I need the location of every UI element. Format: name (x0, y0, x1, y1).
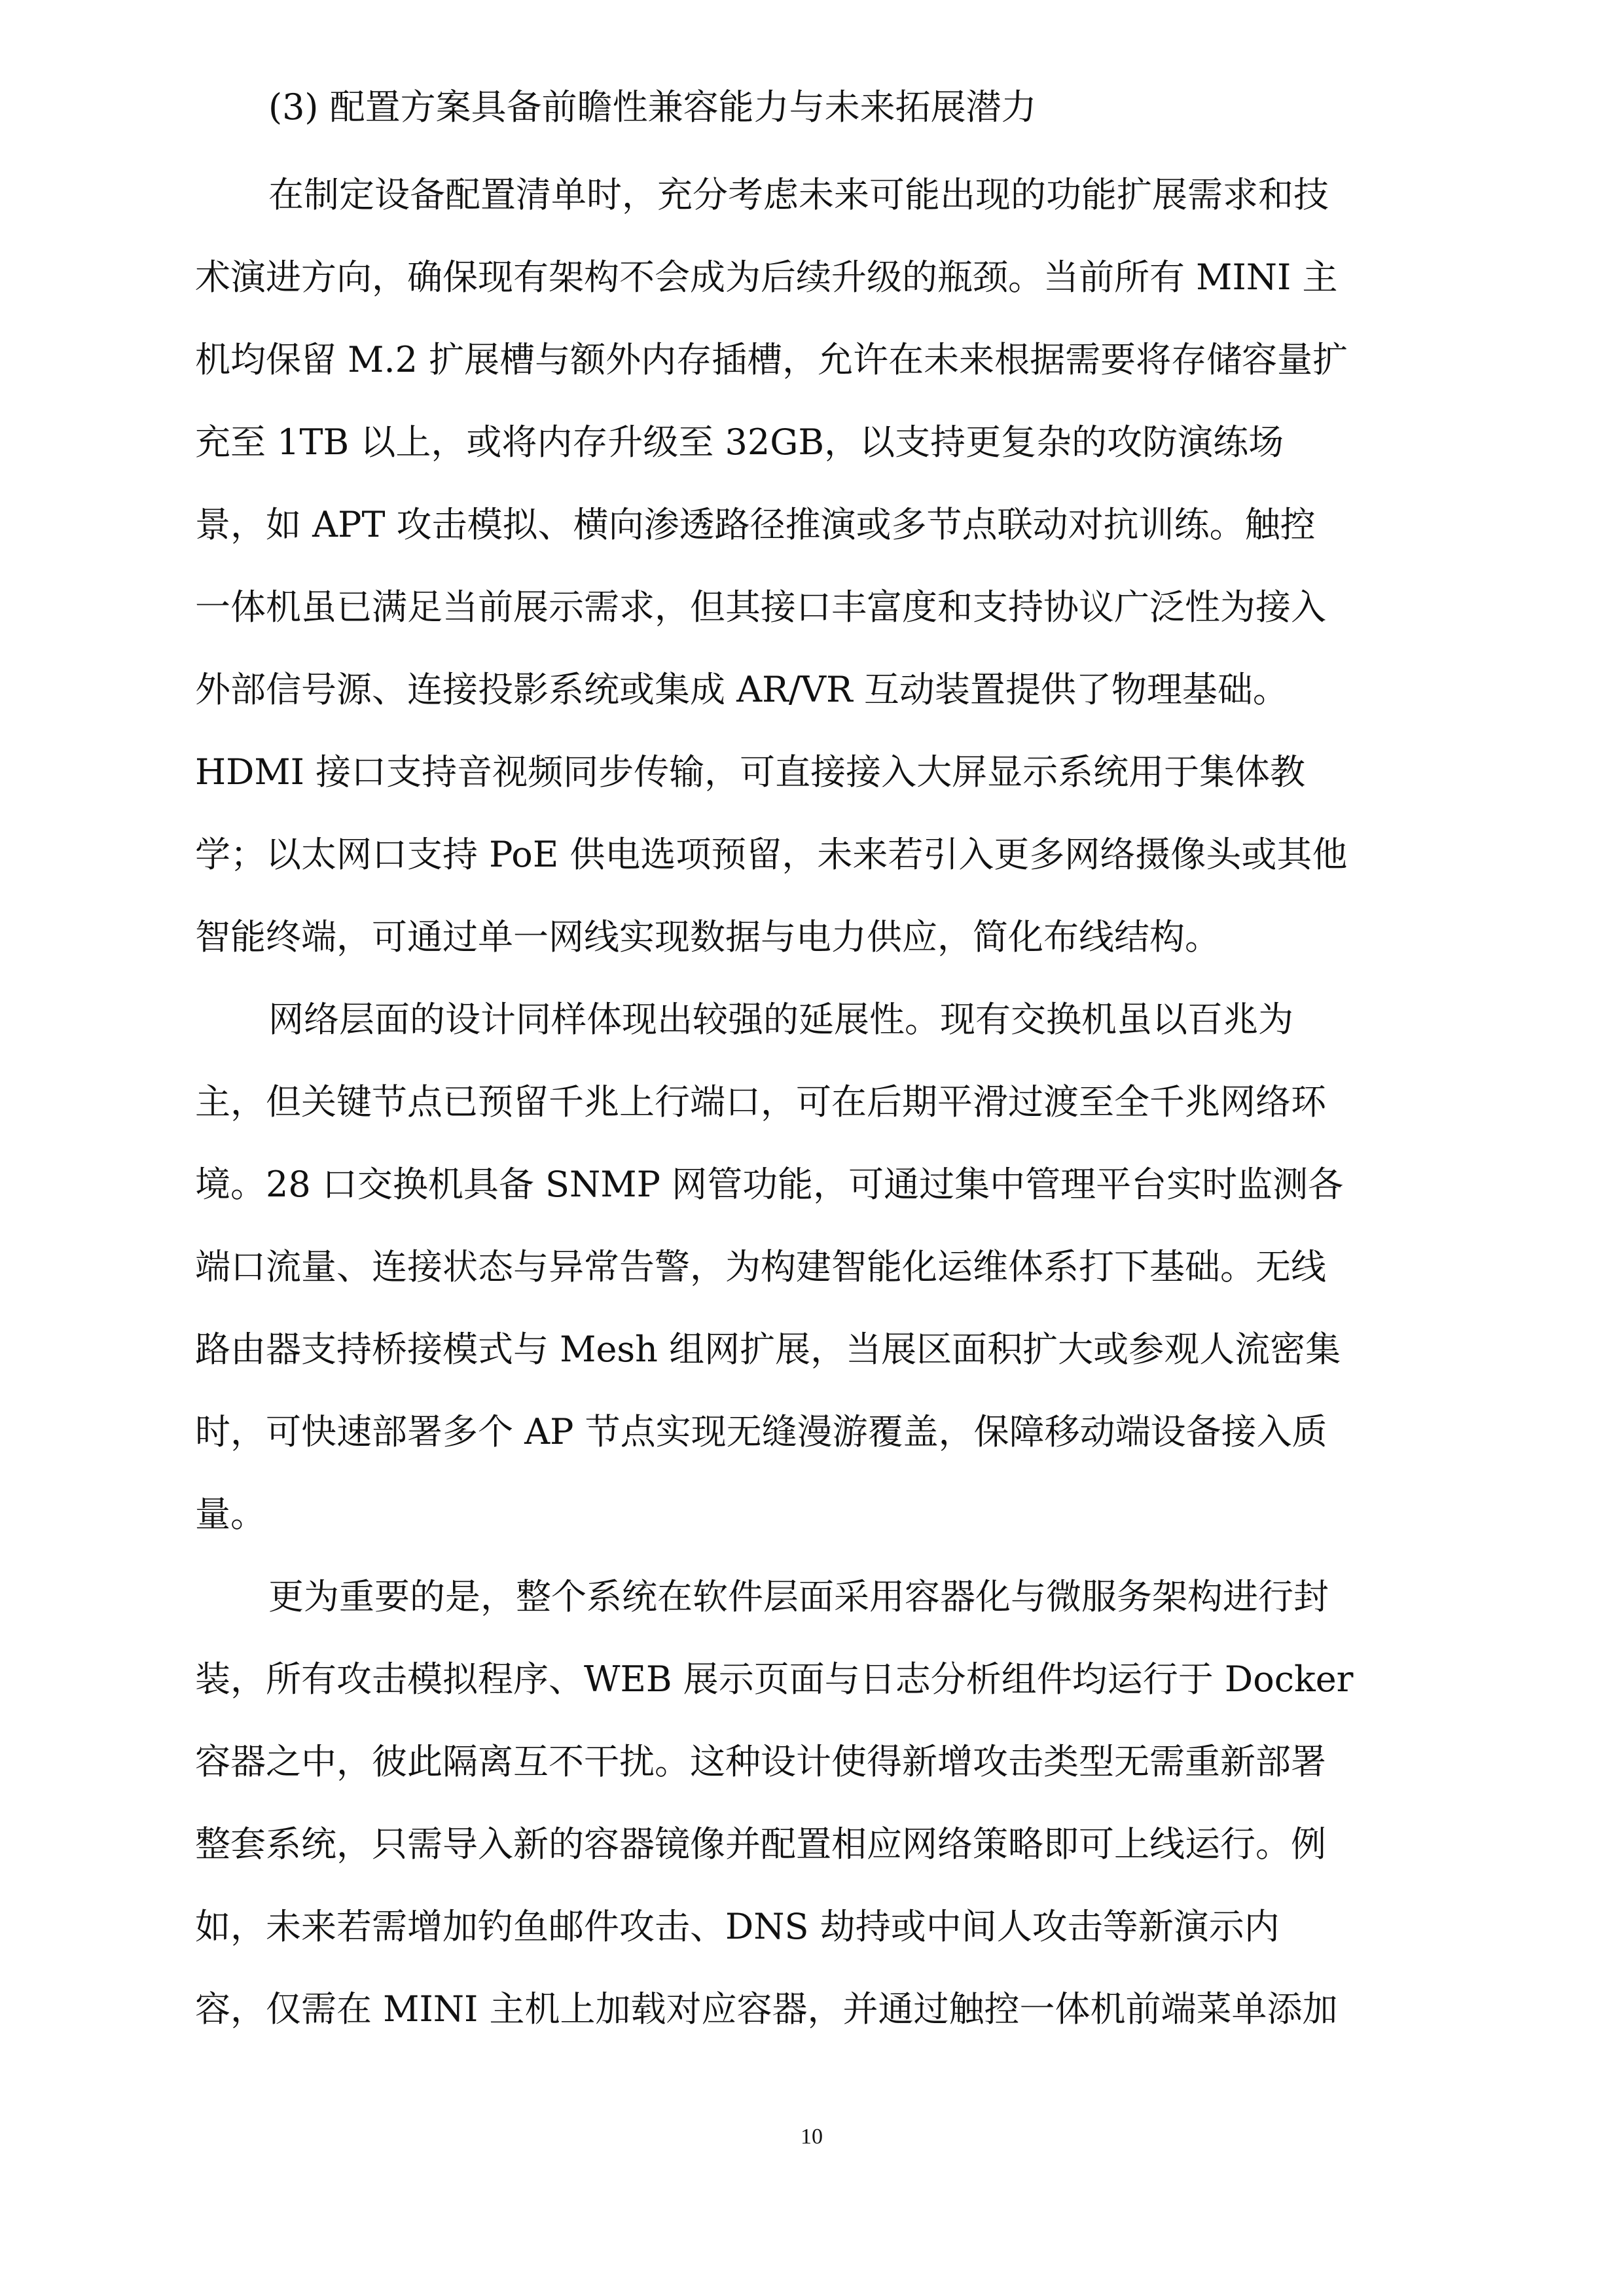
text-line: 容器之中，彼此隔离互不干扰。这种设计使得新增攻击类型无需重新部署 (195, 1741, 1326, 1782)
text-line: 更为重要的是，整个系统在软件层面采用容器化与微服务架构进行封 (268, 1576, 1329, 1617)
paragraph-network-expansion (195, 978, 1432, 1556)
text-line: 主，但关键节点已预留千兆上行端口，可在后期平滑过渡至全千兆网络环 (195, 1081, 1326, 1122)
text-line: 时，可快速部署多个 AP 节点实现无缝漫游覆盖，保障移动端设备接入质 (195, 1411, 1327, 1452)
text-line: 外部信号源、连接投影系统或集成 AR/VR 互动装置提供了物理基础。 (195, 669, 1288, 710)
text-line: 装，所有攻击模拟程序、WEB 展示页面与日志分析组件均运行于 Docker (195, 1659, 1354, 1700)
body-text (195, 154, 1432, 2051)
text-line: HDMI 接口支持音视频同步传输，可直接接入大屏显示系统用于集体教 (195, 751, 1306, 793)
text-line: 境。28 口交换机具备 SNMP 网管功能，可通过集中管理平台实时监测各 (195, 1164, 1344, 1205)
text-line: 在制定设备配置清单时，充分考虑未来可能出现的功能扩展需求和技 (268, 174, 1329, 215)
text-line: 智能终端，可通过单一网线实现数据与电力供应，简化布线结构。 (195, 916, 1220, 958)
text-line: 一体机虽已满足当前展示需求，但其接口丰富度和支持协议广泛性为接入 (195, 586, 1326, 628)
section-heading: (3) 配置方案具备前瞻性兼容能力与未来拓展潜力 (268, 86, 1037, 128)
text-line: 网络层面的设计同样体现出较强的延展性。现有交换机虽以百兆为 (268, 999, 1293, 1040)
text-line: 量。 (195, 1494, 266, 1535)
paragraph-software-architecture (195, 1556, 1432, 2051)
page-number: 10 (801, 2125, 823, 2149)
text-line: 术演进方向，确保现有架构不会成为后续升级的瓶颈。当前所有 MINI 主 (195, 257, 1338, 298)
text-line: 充至 1TB 以上，或将内存升级至 32GB，以支持更复杂的攻防演练场 (195, 422, 1284, 463)
text-line: 学；以太网口支持 PoE 供电选项预留，未来若引入更多网络摄像头或其他 (195, 834, 1348, 875)
text-line: 机均保留 M.2 扩展槽与额外内存插槽，允许在未来根据需要将存储容量扩 (195, 339, 1348, 380)
text-line: 端口流量、连接状态与异常告警，为构建智能化运维体系打下基础。无线 (195, 1246, 1326, 1287)
text-line: 路由器支持桥接模式与 Mesh 组网扩展，当展区面积扩大或参观人流密集 (195, 1329, 1341, 1370)
paragraph-hardware-expansion (195, 154, 1432, 978)
text-line: 容，仅需在 MINI 主机上加载对应容器，并通过触控一体机前端菜单添加 (195, 1988, 1338, 2030)
text-line: 景，如 APT 攻击模拟、横向渗透路径推演或多节点联动对抗训练。触控 (195, 504, 1316, 545)
text-line: 如，未来若需增加钓鱼邮件攻击、DNS 劫持或中间人攻击等新演示内 (195, 1906, 1280, 1947)
text-line: 整套系统，只需导入新的容器镜像并配置相应网络策略即可上线运行。例 (195, 1823, 1326, 1865)
